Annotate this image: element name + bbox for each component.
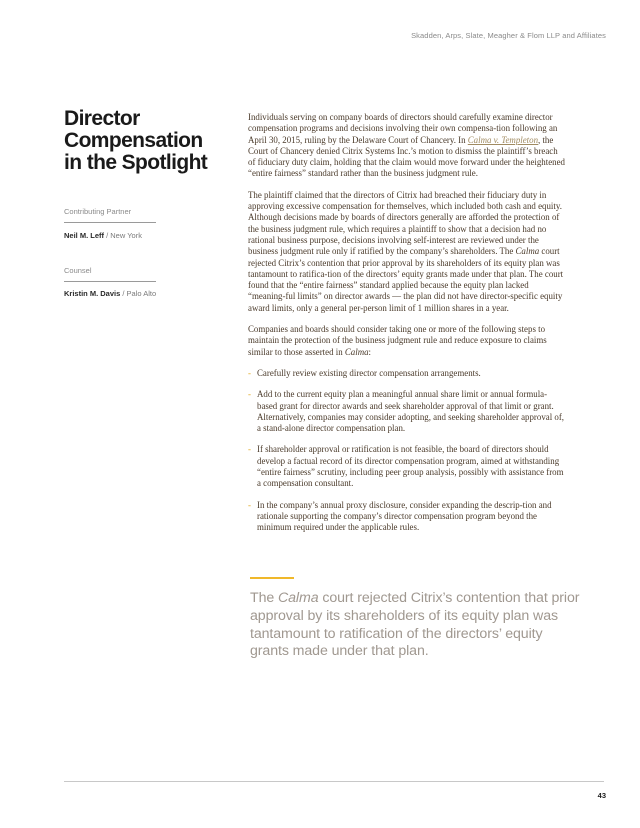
partner-name: Neil M. Leff (64, 231, 105, 240)
paragraph-3: Companies and boards should consider taking one or more of the following steps to maintain the protection of the business judgment rule and reduce exposure to claims similar to those asserted in Calma: (248, 324, 547, 357)
footer-divider (64, 781, 604, 782)
partner-divider (64, 222, 156, 223)
title-line-1: Director (64, 107, 140, 130)
pullquote-accent-rule (250, 577, 294, 579)
list-item: - In the company’s annual proxy disclosure, consider expanding the descrip-tion and rationale supporting the company’s director compensation program beyond the minimum required under the applicable rules. (248, 499, 552, 533)
bullet-marker: - (248, 444, 251, 455)
counsel-divider (64, 281, 156, 282)
bullet-marker: - (248, 499, 251, 510)
pullquote: The Calma court rejected Citrix’s contention that prior approval by its shareholders of its equity plan was tantamount to ratification of the directors’ equity grants made under that plan. (250, 590, 580, 660)
paragraph-1: Individuals serving on company boards of directors should carefully examine director compensation programs and decisions involving their own compensa-tion following an April 30, 2015, ruling by the Delaware Court of Chancery. In Calma v. Templeton, the Court of Chancery denied Citrix Systems Inc.’s motion to dismiss the plaintiff’s breach of fiduciary duty claim, holding that the claim would move forward under the heightened “entire fairness” standard rather than the business judgment rule. (248, 112, 565, 179)
title-line-3: in the Spotlight (64, 151, 208, 174)
paragraph-2: The plaintiff claimed that the directors of Citrix had breached their fiduciary duty in approving excessive compensation for themselves, which included both cash and equity. Although decisions made by boards of directors generally are afforded the protection of the business judgment rule, which requires a plaintiff to show that a decision had no rational business purpose, decisions involving self-interest are reviewed under the business judgment rule only if ratified by the company’s shareholders. The Calma court rejected Citrix’s contention that prior approval by its shareholders of its equity plan was tantamount to ratifica-tion of the directors’ equity grants made under that plan. The court found that the “entire fairness” standard applied because the equity plan lacked “meaning-ful limits” on director awards — the plan did not have director-specific equity award limits, only a general per-person limit of 1 million shares in a year. (248, 189, 564, 313)
list-item: - If shareholder approval or ratification is not feasible, the board of directors should develop a factual record of its director compensation program, aimed at withstanding “entire fairness” scrutiny, including peer group analysis, possibly with assistance from a compensation consultant. (248, 444, 564, 489)
partner-byline (64, 231, 142, 240)
case-citation-link[interactable]: Calma v. Templeton (467, 134, 539, 145)
counsel-role-label: Counsel (64, 266, 92, 275)
running-header: Skadden, Arps, Slate, Meagher & Flom LLP and Affiliates (411, 31, 606, 40)
article-body (248, 112, 566, 544)
bullet-marker: - (248, 389, 251, 400)
title-line-2: Compensation (64, 129, 203, 152)
recommendation-list (248, 368, 566, 534)
counsel-name: Kristin M. Davis (64, 289, 121, 298)
page-title (64, 108, 234, 174)
list-item: - Carefully review existing director compensation arrangements. (248, 367, 481, 378)
counsel-location: / Palo Alto (120, 289, 157, 298)
partner-role-label: Contributing Partner (64, 207, 132, 216)
bullet-marker: - (248, 367, 251, 378)
partner-location: / New York (104, 231, 142, 240)
list-item: - Add to the current equity plan a meaningful annual share limit or annual formula-based grant for director awards and seek shareholder approval of that limit or grant. Alternatively, companies may consider adopting, and seeking shareholder approval of, a stand-alone director compensation plan. (248, 389, 564, 434)
counsel-byline (64, 289, 156, 298)
page-number: 43 (597, 791, 606, 800)
